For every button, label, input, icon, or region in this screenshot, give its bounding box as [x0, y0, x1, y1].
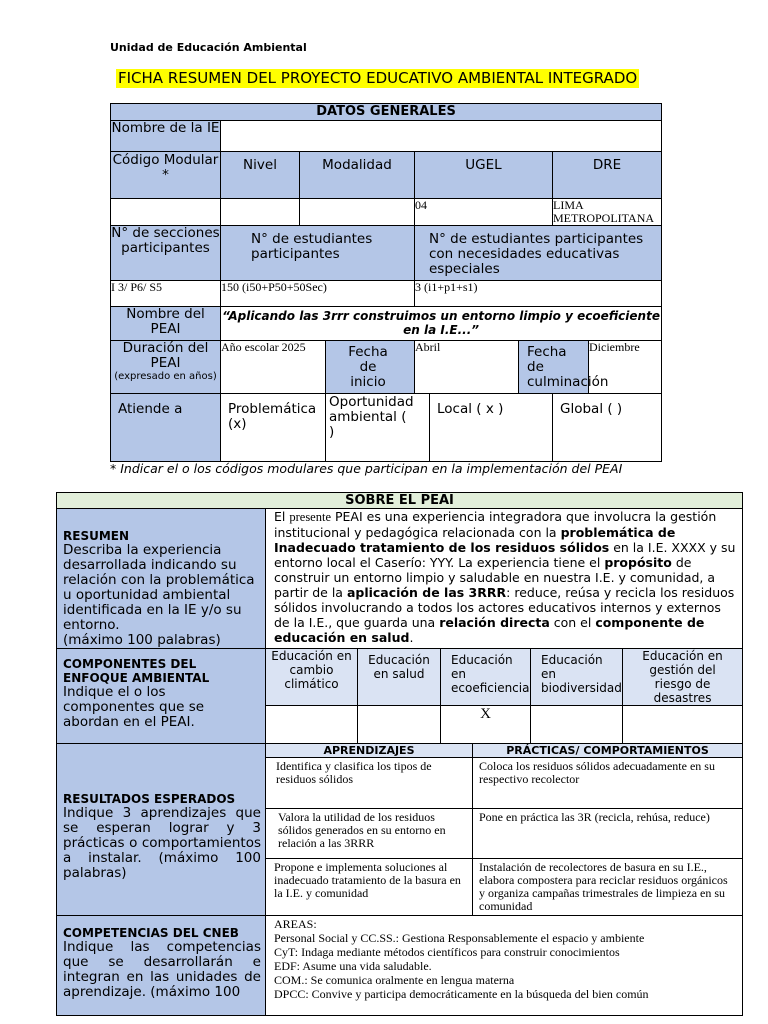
duracion-cell — [111, 341, 221, 394]
resumen-max: (máximo 100 palabras) — [63, 632, 221, 648]
resumen-text-part: presente — [289, 510, 332, 524]
component-mark-ecoeficiencia[interactable]: X — [441, 706, 531, 744]
global-option[interactable]: Global ( ) — [553, 394, 662, 462]
componentes-label-cell — [57, 649, 266, 744]
cneb-desc: Indique las competencias que se desarrollarán e integran en las unidades de aprendizaje. (máximo 100 — [63, 939, 261, 1000]
duracion-sublabel: (expresado en años) — [114, 371, 217, 382]
component-cambio-climatico: Educación en cambio climático — [266, 649, 358, 706]
cneb-label-cell — [57, 916, 266, 1016]
resultados-desc: Indique 3 aprendizajes que se esperan lograr y 3 prácticas o comportamientos a instalar. (máximo 100 palabras) — [63, 805, 261, 881]
aprendizajes-header: APRENDIZAJES — [266, 744, 473, 758]
component-mark-salud[interactable] — [358, 706, 441, 744]
practica-2[interactable]: Pone en práctica las 3R (recicla, rehúsa, reduce) — [473, 809, 743, 859]
local-option[interactable]: Local ( x ) — [430, 394, 553, 462]
competencias-areas[interactable] — [266, 916, 743, 1016]
component-mark-biodiversidad[interactable] — [531, 706, 623, 744]
aprendizaje-2[interactable]: Valora la utilidad de los residuos sólidos generados en su entorno en relación a las 3RRR — [266, 809, 473, 859]
component-mark-cambio-climatico[interactable] — [266, 706, 358, 744]
document-title: FICHA RESUMEN DEL PROYECTO EDUCATIVO AMBIENTAL INTEGRADO — [118, 69, 638, 87]
cneb-title: COMPETENCIAS DEL CNEB — [63, 926, 239, 940]
sobre-peai-table — [56, 492, 743, 1016]
codigo-modular-field[interactable] — [111, 199, 221, 226]
modalidad-field[interactable] — [300, 199, 415, 226]
aprendizaje-1[interactable]: Identifica y clasifica los tipos de residuos sólidos — [266, 758, 473, 809]
component-biodiversidad: Educación en biodiversidad — [531, 649, 623, 706]
area-line: Personal Social y CC.SS.: Gestiona Responsablemente el espacio y ambiente — [274, 931, 645, 945]
datos-generales-header: DATOS GENERALES — [111, 104, 662, 121]
estudiantes-label: N° de estudiantes participantes — [221, 226, 415, 281]
nivel-label: Nivel — [221, 152, 300, 199]
ugel-label: UGEL — [415, 152, 553, 199]
resumen-text-part: PEAI es una experiencia integradora que involucra la gestión institucional y pedagógica relacionada con la — [274, 509, 717, 540]
dre-label: DRE — [553, 152, 662, 199]
component-salud: Educación en salud — [358, 649, 441, 706]
oportunidad-option[interactable]: Oportunidad ambiental ( ) — [326, 394, 430, 462]
secciones-value[interactable]: I 3/ P6/ S5 — [111, 281, 221, 307]
resumen-label-cell — [57, 509, 266, 649]
resumen-text-bold: propósito — [604, 555, 672, 570]
resumen-desc: Describa la experiencia desarrollada indicando su relación con la problemática u oportunidad ambiental identificada en la IE y/o su entorno. — [63, 542, 255, 633]
secciones-label: N° de secciones participantes — [111, 226, 221, 281]
datos-generales-table — [110, 103, 662, 462]
area-line: COM.: Se comunica oralmente en lengua materna — [274, 973, 515, 987]
footnote: * Indicar el o los códigos modulares que participan en la implementación del PEAI — [110, 461, 623, 476]
sobre-peai-header: SOBRE EL PEAI — [57, 493, 743, 509]
nombre-ie-label: Nombre de la IE — [111, 121, 221, 152]
component-ecoeficiencia: Educación en ecoeficiencia — [441, 649, 531, 706]
fecha-inicio-label: Fecha de inicio — [326, 341, 415, 394]
area-line: DPCC: Convive y participa democráticamente en la búsqueda del bien común — [274, 987, 649, 1001]
codigo-modular-label: Código Modular * — [111, 152, 221, 199]
ugel-value[interactable]: 04 — [415, 199, 553, 226]
resumen-title: RESUMEN — [63, 529, 130, 543]
dre-value[interactable]: LIMA METROPOLITANA — [553, 199, 662, 226]
duracion-value[interactable]: Año escolar 2025 — [221, 341, 326, 394]
area-line: AREAS: — [274, 917, 317, 931]
nombre-peai-label: Nombre del PEAI — [111, 307, 221, 341]
aprendizaje-3[interactable]: Propone e implementa soluciones al inadecuado tratamiento de la basura en la I.E. y comunidad — [266, 859, 473, 916]
resumen-text-bold: componente de educación en salud — [274, 615, 705, 645]
atiende-label: Atiende a — [111, 394, 221, 462]
resumen-text-bold: problemática de Inadecuado tratamiento de los residuos sólidos — [274, 525, 676, 555]
resumen-text-bold: aplicación de las 3RRR — [346, 585, 507, 600]
nivel-field[interactable] — [221, 199, 300, 226]
resumen-text[interactable] — [266, 509, 743, 649]
fecha-culminacion-label: Fecha de culminación — [519, 341, 589, 394]
nombre-ie-field[interactable] — [221, 121, 662, 152]
component-gestion-riesgo: Educación en gestión del riesgo de desastres — [623, 649, 743, 706]
fecha-inicio-value[interactable]: Abril — [415, 341, 519, 394]
componentes-title: COMPONENTES DEL ENFOQUE AMBIENTAL — [63, 657, 210, 685]
resumen-text-part: El — [274, 509, 290, 524]
nee-value[interactable]: 3 (i1+p1+s1) — [415, 281, 662, 307]
resumen-text-part: . — [409, 630, 414, 645]
resultados-title: RESULTADOS ESPERADOS — [63, 792, 236, 806]
fecha-culminacion-value[interactable]: Diciembre — [589, 341, 662, 394]
practica-3[interactable]: Instalación de recolectores de basura en su I.E., elabora compostera para reciclar residuos orgánicos y organiza campañas trimestrales de limpieza en su comunidad — [473, 859, 743, 916]
problematica-option[interactable]: Problemática (x) — [221, 394, 326, 462]
area-line: CyT: Indaga mediante métodos científicos para construir conocimientos — [274, 945, 620, 959]
resumen-text-part: de construir un entorno limpio y saludable en nuestra I.E. y comunidad, a partir de la — [274, 555, 716, 600]
resumen-text-bold: relación directa — [439, 615, 550, 630]
unit-label: Unidad de Educación Ambiental — [110, 41, 307, 54]
practicas-header: PRÁCTICAS/ COMPORTAMIENTOS — [473, 744, 743, 758]
component-mark-gestion-riesgo[interactable] — [623, 706, 743, 744]
modalidad-label: Modalidad — [300, 152, 415, 199]
nombre-peai-value[interactable]: “Aplicando las 3rrr construimos un entorno limpio y ecoeficiente en la I.E...” — [221, 307, 662, 341]
duracion-label: Duración del PEAI — [122, 340, 209, 371]
resultados-label-cell — [57, 744, 266, 916]
componentes-desc: Indique el o los componentes que se abordan en el PEAI. — [63, 684, 205, 730]
resumen-text-part: en la I.E. XXXX y su entorno local el Caserío: YYY. La experiencia tiene el — [274, 540, 736, 570]
resumen-text-part: con el — [549, 615, 596, 630]
practica-1[interactable]: Coloca los residuos sólidos adecuadamente en su respectivo recolector — [473, 758, 743, 809]
nee-label: N° de estudiantes participantes con necesidades educativas especiales — [415, 226, 662, 281]
estudiantes-value[interactable]: 150 (i50+P50+50Sec) — [221, 281, 415, 307]
resumen-text-part: : reduce, reúsa y recicla los residuos sólidos involucrando a todos los actores educativos internos y externos de la I.E., que guarda una — [274, 585, 735, 630]
area-line: EDF: Asume una vida saludable. — [274, 959, 432, 973]
